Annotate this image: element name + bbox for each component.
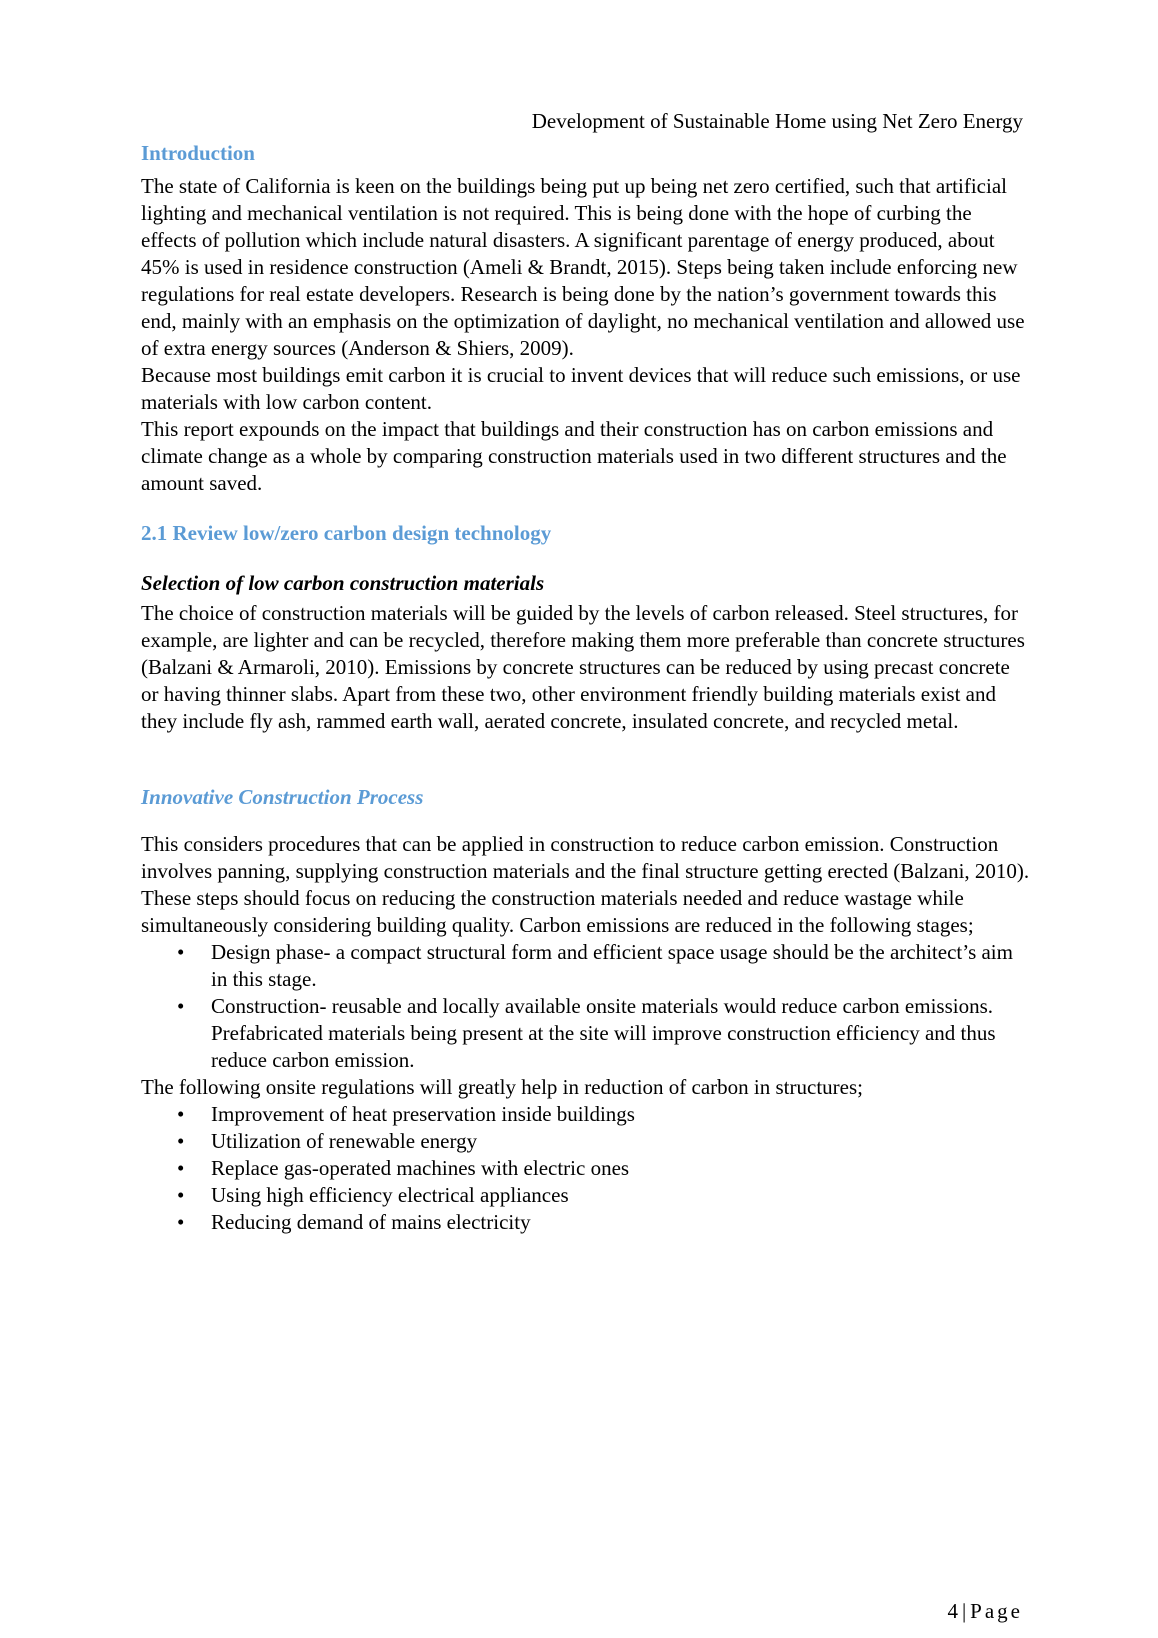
introduction-paragraph-1: The state of California is keen on the buildings being put up being net zero certified, such that artificial lighting and mechanical ventilation is not required. This is being done with the hope of curbing the effects of pollution which include natural disasters. A significant parentage of energy produced, about 45% is used in residence construction (Ameli & Brandt, 2015). Steps being taken include enforcing new regulations for real estate developers. Research is being done by the nation’s government towards this end, mainly with an emphasis on the optimization of daylight, no mechanical ventilation and allowed use of extra energy sources (Anderson & Shiers, 2009). [141,174,1025,360]
list-item [141,939,1031,993]
innovative-heading: Innovative Construction Process [141,785,424,809]
bullet-icon: • [177,1183,185,1207]
page-header: Development of Sustainable Home using Net Zero Energy [531,109,1023,133]
innovative-paragraph: This considers procedures that can be applied in construction to reduce carbon emission. Construction involves panning, supplying construction materials and the final structure getting erected (Balzani, 2010). These steps should focus on reducing the construction materials needed and reduce wastage while simultaneously considering building quality. Carbon emissions are reduced in the following stages; [141,832,1030,937]
bullet-icon: • [177,1129,185,1153]
list-item-text: Using high efficiency electrical appliances [211,1183,569,1207]
bullet-icon: • [177,1156,185,1180]
bullet-icon: • [177,994,185,1018]
list-item-text: Improvement of heat preservation inside buildings [211,1102,635,1126]
list-item [141,1182,1031,1209]
regulations-intro: The following onsite regulations will greatly help in reduction of carbon in structures; [141,1075,863,1099]
list-item-text: Design phase- a compact structural form and efficient space usage should be the architect’s aim in this stage. [211,940,1013,991]
bullet-icon: • [177,1102,185,1126]
list-item [141,993,1031,1074]
introduction-heading: Introduction [141,141,255,165]
stages-list [141,939,1031,1074]
page-content [141,139,1031,1236]
bullet-icon: • [177,1210,185,1234]
selection-paragraph: The choice of construction materials will be guided by the levels of carbon released. Steel structures, for example, are lighter and can be recycled, therefore making them more preferable than concrete structures (Balzani & Armaroli, 2010). Emissions by concrete structures can be reduced by using precast concrete or having thinner slabs. Apart from these two, other environment friendly building materials exist and they include fly ash, rammed earth wall, aerated concrete, insulated concrete, and recycled metal. [141,601,1025,733]
footer-separator: | [961,1599,967,1623]
list-item [141,1101,1031,1128]
introduction-paragraph-3: This report expounds on the impact that buildings and their construction has on carbon emissions and climate change as a whole by comparing construction materials used in two different structures and the amount saved. [141,417,1007,495]
list-item-text: Construction- reusable and locally available onsite materials would reduce carbon emissions. Prefabricated materials being present at the site will improve construction efficiency and thus reduce carbon emission. [211,994,996,1072]
list-item [141,1209,1031,1236]
list-item [141,1155,1031,1182]
bullet-icon: • [177,940,185,964]
page-label: Page [970,1599,1023,1623]
introduction-paragraph-2: Because most buildings emit carbon it is crucial to invent devices that will reduce such emissions, or use materials with low carbon content. [141,363,1021,414]
list-item-text: Replace gas-operated machines with electric ones [211,1156,630,1180]
page-number: 4 [947,1599,958,1623]
list-item-text: Utilization of renewable energy [211,1129,478,1153]
regulations-list [141,1101,1031,1236]
selection-heading: Selection of low carbon construction materials [141,571,545,595]
review-heading: 2.1 Review low/zero carbon design technology [141,521,552,545]
list-item [141,1128,1031,1155]
page-footer [947,1597,1023,1625]
list-item-text: Reducing demand of mains electricity [211,1210,531,1234]
